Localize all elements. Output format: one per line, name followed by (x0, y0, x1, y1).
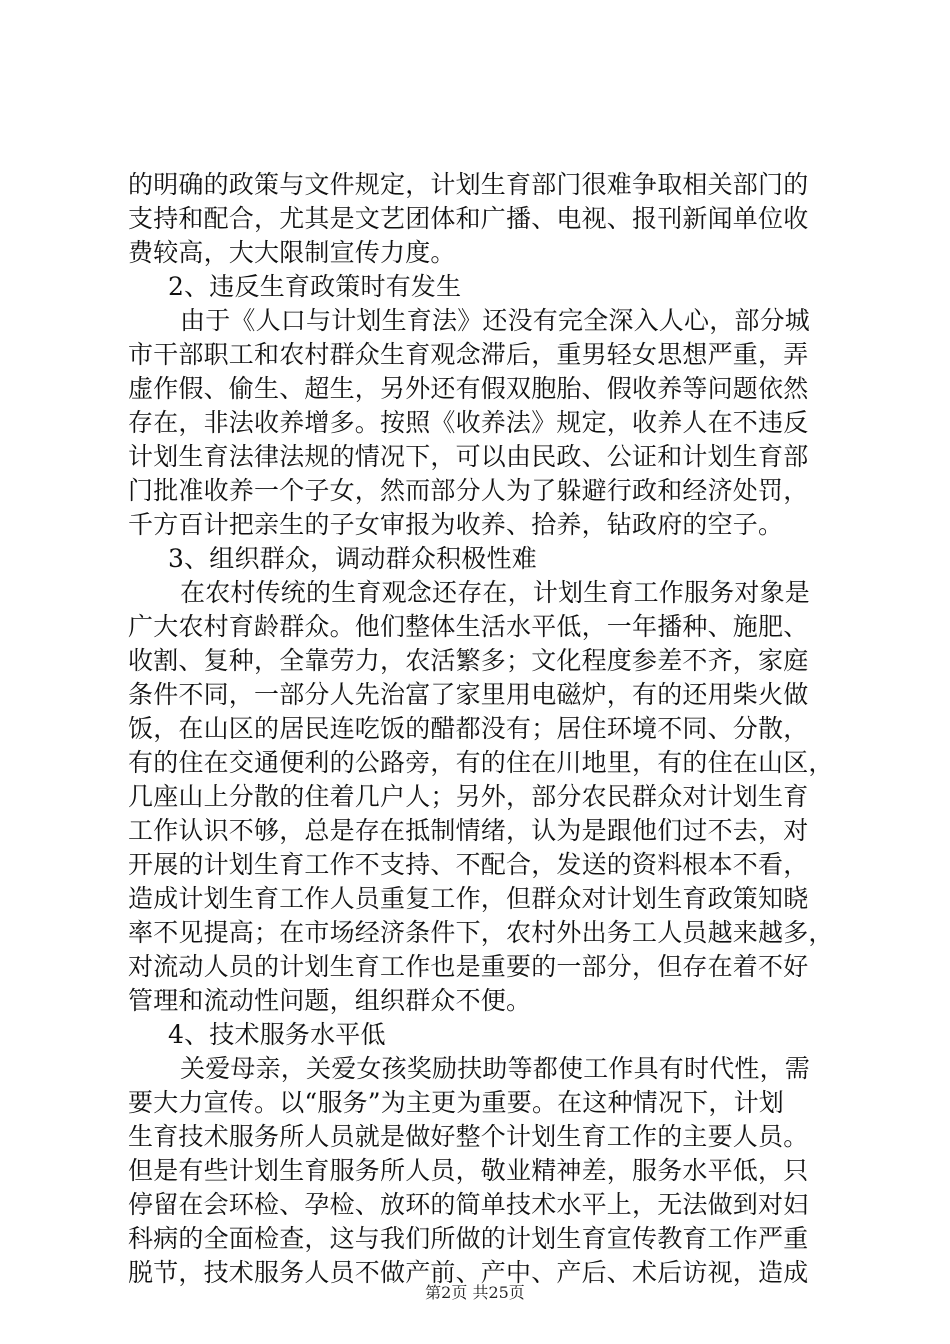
text-line: 工作认识不够，总是存在抵制情绪，认为是跟他们过不去，对 (128, 816, 809, 845)
text-line: 管理和流动性问题，组织群众不便。 (128, 986, 532, 1015)
text-line: 存在，非法收养增多。按照《收养法》规定，收养人在不违反 (128, 408, 809, 437)
text-line: 关爱母亲，关爱女孩奖励扶助等都使工作具有时代性，需 (180, 1054, 811, 1083)
text-line: 在农村传统的生育观念还存在，计划生育工作服务对象是 (180, 578, 811, 607)
text-line: 有的住在交通便利的公路旁，有的住在川地里，有的住在山区， (128, 748, 834, 777)
text-line: 几座山上分散的住着几户人；另外，部分农民群众对计划生育 (128, 782, 809, 811)
document-body (128, 168, 840, 1290)
text-line: 支持和配合，尤其是文艺团体和广播、电视、报刊新闻单位收 (128, 204, 809, 233)
text-line: 停留在会环检、孕检、放环的简单技术水平上，无法做到对妇 (128, 1190, 809, 1219)
text-line: 生育技术服务所人员就是做好整个计划生育工作的主要人员。 (128, 1122, 809, 1151)
text-line: 科病的全面检查，这与我们所做的计划生育宣传教育工作严重 (128, 1224, 809, 1253)
page-footer: 第2页 共25页 (425, 1283, 525, 1302)
text-line: 造成计划生育工作人员重复工作，但群众对计划生育政策知晓 (128, 884, 809, 913)
text-line: 门批准收养一个子女，然而部分人为了躲避行政和经济处罚， (128, 476, 809, 505)
section-heading: 4、技术服务水平低 (168, 1020, 386, 1049)
text-line: 对流动人员的计划生育工作也是重要的一部分，但存在着不好 (128, 952, 809, 981)
text-line: 由于《人口与计划生育法》还没有完全深入人心，部分城 (180, 306, 811, 335)
text-line: 率不见提高；在市场经济条件下，农村外出务工人员越来越多， (128, 918, 834, 947)
text-line: 千方百计把亲生的子女审报为收养、拾养，钻政府的空子。 (128, 510, 784, 539)
text-line: 饭，在山区的居民连吃饭的醋都没有；居住环境不同、分散， (128, 714, 809, 743)
text-line: 计划生育法律法规的情况下，可以由民政、公证和计划生育部 (128, 442, 809, 471)
section-heading: 2、违反生育政策时有发生 (168, 272, 462, 301)
section-heading: 3、组织群众，调动群众积极性难 (168, 544, 537, 573)
text-line: 市干部职工和农村群众生育观念滞后，重男轻女思想严重，弄 (128, 340, 809, 369)
text-line: 条件不同，一部分人先治富了家里用电磁炉，有的还用柴火做 (128, 680, 809, 709)
text-line: 开展的计划生育工作不支持、不配合，发送的资料根本不看， (128, 850, 809, 879)
text-line: 广大农村育龄群众。他们整体生活水平低，一年播种、施肥、 (128, 612, 809, 641)
text-line: 要大力宣传。以“服务”为主更为重要。在这种情况下，计划 (128, 1088, 784, 1117)
text-line: 但是有些计划生育服务所人员，敬业精神差，服务水平低，只 (128, 1156, 809, 1185)
text-line: 费较高，大大限制宣传力度。 (128, 238, 456, 267)
text-line: 脱节，技术服务人员不做产前、产中、产后、术后访视，造成 (128, 1258, 809, 1287)
text-line: 的明确的政策与文件规定，计划生育部门很难争取相关部门的 (128, 170, 809, 199)
text-line: 收割、复种，全靠劳力，农活繁多；文化程度参差不齐，家庭 (128, 646, 809, 675)
text-line: 虚作假、偷生、超生，另外还有假双胞胎、假收养等问题依然 (128, 374, 809, 403)
